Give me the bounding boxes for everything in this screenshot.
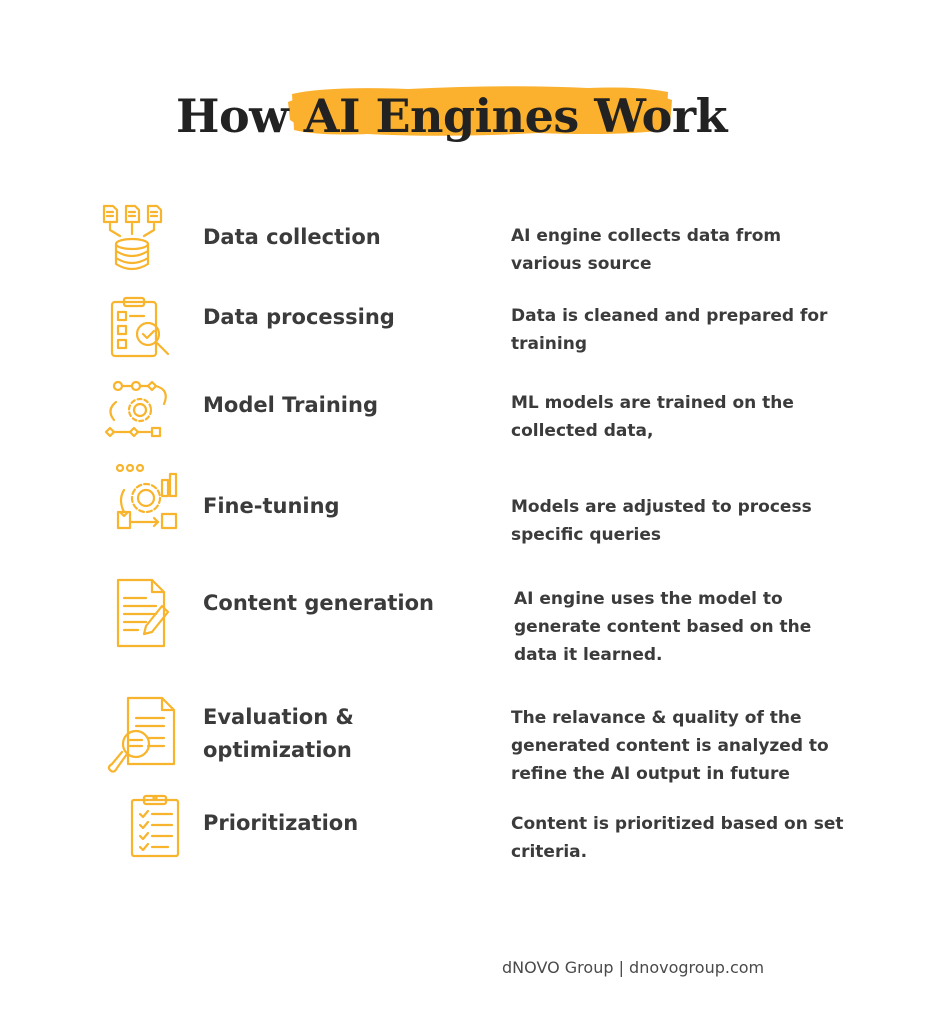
- step-title: Model Training: [203, 393, 378, 417]
- step-title: Data collection: [203, 225, 381, 249]
- footer-credit: dNOVO Group | dnovogroup.com: [502, 958, 765, 977]
- step-title: Fine-tuning: [203, 494, 340, 518]
- step-description: Content is prioritized based on set criteria.: [511, 814, 844, 862]
- step-description: Data is cleaned and prepared for training: [511, 306, 828, 354]
- document-search-icon: [100, 694, 180, 790]
- step-description: AI engine collects data from various source: [511, 226, 782, 274]
- step-title: Evaluation & optimization: [203, 705, 354, 762]
- step-title: Data processing: [203, 305, 395, 329]
- checklist-clipboard-icon: [100, 794, 180, 858]
- title-accent: AI Engines Work: [303, 89, 727, 143]
- gear-cycle-icon: [100, 462, 180, 534]
- step-title: Content generation: [203, 591, 434, 615]
- step-description: AI engine uses the model to generate content based on the data it learned.: [514, 589, 812, 665]
- title-area: [0, 70, 931, 150]
- database-documents-icon: [100, 202, 180, 276]
- page-title: [176, 80, 727, 152]
- document-pencil-icon: [100, 578, 180, 650]
- step-description: The relavance & quality of the generated content is analyzed to refine the AI output in future: [511, 708, 829, 784]
- workflow-gear-icon: [100, 378, 180, 442]
- step-description: ML models are trained on the collected data,: [511, 393, 794, 441]
- step-title: Prioritization: [203, 811, 359, 835]
- clipboard-magnifier-icon: [100, 296, 180, 362]
- title-lead: How: [176, 89, 289, 143]
- step-description: Models are adjusted to process specific queries: [511, 497, 812, 545]
